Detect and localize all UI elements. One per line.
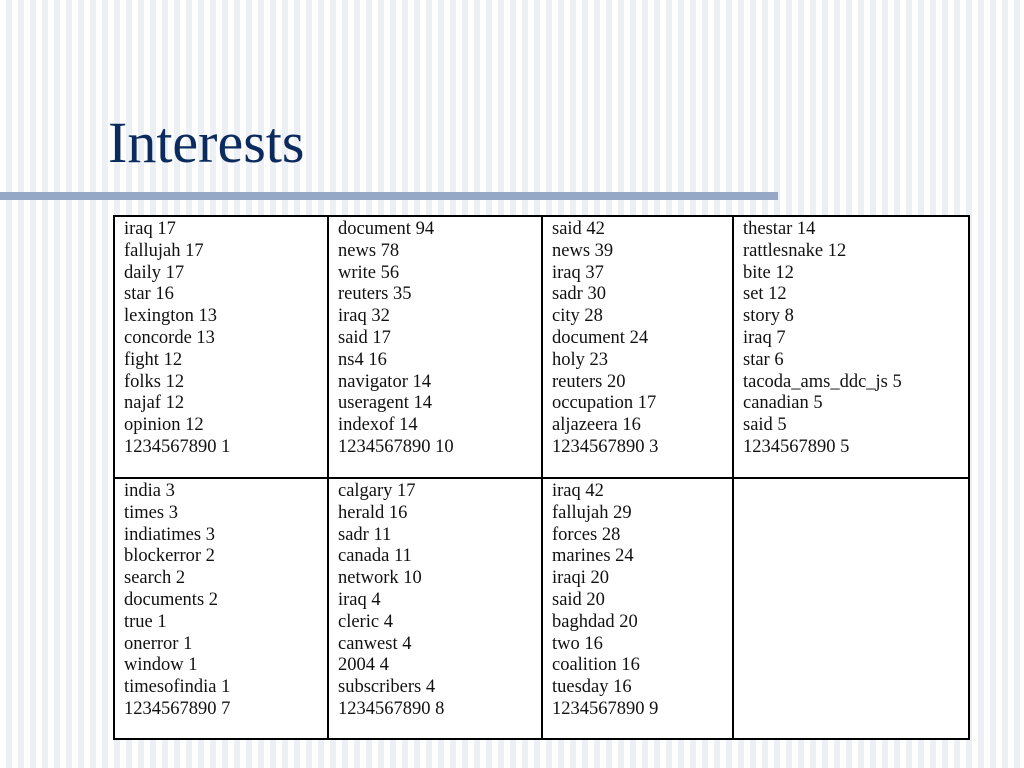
term-count-entry: calgary 17 xyxy=(338,481,416,501)
term-count-entry: 1234567890 5 xyxy=(743,436,850,457)
term-count-entry: daily 17 xyxy=(124,262,185,283)
term-count-entry: occupation 17 xyxy=(552,393,657,414)
term-count-entry: times 3 xyxy=(124,502,178,523)
table-cell xyxy=(543,479,734,738)
term-count-entry: fallujah 29 xyxy=(552,502,632,523)
term-count-entry: documents 2 xyxy=(124,589,219,610)
term-count-entry: iraq 7 xyxy=(743,327,786,348)
slide-title: Interests xyxy=(108,110,305,175)
term-count-entry: useragent 14 xyxy=(338,393,433,414)
term-count-entry: 1234567890 9 xyxy=(552,698,659,719)
term-count-entry: najaf 12 xyxy=(124,393,185,414)
term-count-entry: iraq 37 xyxy=(552,262,604,283)
table-cell xyxy=(543,217,734,479)
term-count-entry: herald 16 xyxy=(338,502,408,523)
term-count-entry: true 1 xyxy=(124,611,167,632)
term-count-entry: 1234567890 3 xyxy=(552,436,659,457)
term-count-entry: news 39 xyxy=(552,240,614,261)
term-count-entry: bite 12 xyxy=(743,262,794,283)
term-count-entry: set 12 xyxy=(743,284,787,305)
term-count-entry: tuesday 16 xyxy=(552,677,632,698)
term-count-entry: reuters 35 xyxy=(338,284,412,305)
term-count-entry: star 16 xyxy=(124,284,174,305)
term-count-entry: aljazeera 16 xyxy=(552,415,641,436)
table-cell xyxy=(115,217,329,479)
term-count-entry: rattlesnake 12 xyxy=(743,240,847,261)
term-count-entry: fight 12 xyxy=(124,349,183,370)
term-count-entry: lexington 13 xyxy=(124,306,218,327)
term-count-entry: baghdad 20 xyxy=(552,611,638,632)
term-count-entry: said 20 xyxy=(552,589,605,610)
table-cell xyxy=(115,479,329,738)
term-count-entry: indiatimes 3 xyxy=(124,524,215,545)
term-count-entry: 1234567890 1 xyxy=(124,436,231,457)
term-count-entry: forces 28 xyxy=(552,524,621,545)
term-count-entry: reuters 20 xyxy=(552,371,626,392)
term-count-entry: onerror 1 xyxy=(124,633,193,654)
term-count-entry: 1234567890 7 xyxy=(124,698,231,719)
title-underline xyxy=(0,192,778,200)
term-count-entry: 1234567890 8 xyxy=(338,698,445,719)
term-count-entry: concorde 13 xyxy=(124,327,215,348)
term-count-entry: iraqi 20 xyxy=(552,568,610,589)
term-count-entry: iraq 4 xyxy=(338,589,381,610)
term-count-entry: search 2 xyxy=(124,568,186,589)
term-count-entry: blockerror 2 xyxy=(124,546,215,567)
term-count-entry: window 1 xyxy=(124,655,198,676)
term-count-entry: said 5 xyxy=(743,415,787,436)
term-count-entry: network 10 xyxy=(338,568,422,589)
term-count-entry: navigator 14 xyxy=(338,371,431,392)
term-count-entry: cleric 4 xyxy=(338,611,393,632)
term-count-entry: said 42 xyxy=(552,219,605,239)
term-count-entry: sadr 11 xyxy=(338,524,392,545)
term-count-entry: 1234567890 10 xyxy=(338,436,454,457)
term-count-entry: iraq 32 xyxy=(338,306,390,327)
term-count-entry: tacoda_ams_ddc_js 5 xyxy=(743,371,902,392)
term-count-entry: thestar 14 xyxy=(743,219,816,239)
term-count-entry: canwest 4 xyxy=(338,633,412,654)
term-count-entry: story 8 xyxy=(743,306,794,327)
term-count-entry: folks 12 xyxy=(124,371,185,392)
term-count-entry: document 24 xyxy=(552,327,649,348)
term-count-entry: subscribers 4 xyxy=(338,677,436,698)
term-count-entry: iraq 17 xyxy=(124,219,176,239)
interests-table xyxy=(113,215,970,740)
term-count-entry: two 16 xyxy=(552,633,603,654)
term-count-entry: ns4 16 xyxy=(338,349,387,370)
term-count-entry: sadr 30 xyxy=(552,284,606,305)
term-count-entry: india 3 xyxy=(124,481,175,501)
term-count-entry: canadian 5 xyxy=(743,393,823,414)
table-cell xyxy=(734,479,968,738)
table-cell xyxy=(329,479,543,738)
term-count-entry: star 6 xyxy=(743,349,784,370)
term-count-entry: news 78 xyxy=(338,240,400,261)
term-count-entry: canada 11 xyxy=(338,546,412,567)
term-count-entry: holy 23 xyxy=(552,349,609,370)
term-count-entry: coalition 16 xyxy=(552,655,640,676)
term-count-entry: 2004 4 xyxy=(338,655,389,676)
table-cell xyxy=(734,217,968,479)
term-count-entry: city 28 xyxy=(552,306,603,327)
term-count-entry: document 94 xyxy=(338,219,435,239)
term-count-entry: said 17 xyxy=(338,327,391,348)
term-count-entry: timesofindia 1 xyxy=(124,677,231,698)
term-count-entry: iraq 42 xyxy=(552,481,604,501)
term-count-entry: indexof 14 xyxy=(338,415,418,436)
term-count-entry: write 56 xyxy=(338,262,400,283)
term-count-entry: marines 24 xyxy=(552,546,634,567)
table-cell xyxy=(329,217,543,479)
term-count-entry: opinion 12 xyxy=(124,415,204,436)
term-count-entry: fallujah 17 xyxy=(124,240,204,261)
